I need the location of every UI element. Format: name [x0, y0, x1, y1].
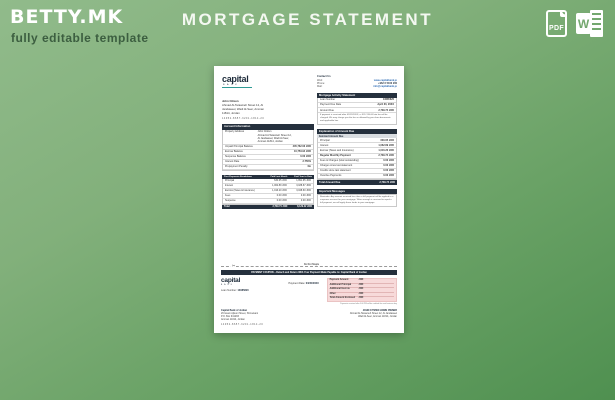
- coupon-field[interactable]: Additional Principal JOD: [330, 284, 394, 288]
- pdf-fold-corner: [560, 10, 567, 17]
- bank-ref-code: 14052-8657-3201-1814-20: [221, 322, 264, 326]
- document-preview: [214, 66, 404, 333]
- recipient-ref-code: 14052-8657-3201-1814-20: [222, 116, 265, 120]
- account-row: Prepayment Penalty No: [225, 165, 311, 169]
- doc-right-column: [317, 75, 397, 207]
- payment-coupon: [221, 263, 397, 326]
- detach-line: [221, 263, 397, 269]
- past-payments-row: Escrow (Taxes & Insurance) 1,016.20 JOD 3,048.60 JOD: [223, 189, 313, 194]
- recipient-line3: 11814, Jordan: [222, 110, 240, 115]
- important-messages-body: Reminder: Any amount received less than a full payment will be applied to a suspense account for your mortgage. When enough is received to equal a full payment, we will apply those funds to your mortgage.: [317, 194, 397, 207]
- coupon-field[interactable]: Additional Escrow JOD: [330, 288, 394, 292]
- property-address-label: Property Address: [225, 130, 245, 134]
- explanation-row: Credits since last statement 0.00 JOD: [320, 169, 394, 173]
- coupon-bank-logo: capital: [221, 276, 241, 284]
- property-address-row: [223, 130, 313, 145]
- payer-address: JOHN CITIZEN HOME OWNER Ahmad Al-Tarawneh Street 12, Al Jandaweel Wadi Al-Seer, Amman 11814, Jordan: [349, 309, 397, 319]
- explanation-row: Charges since last statement 0.00 JOD: [320, 164, 394, 168]
- coupon-loan-number: Loan Number: 13685820: [221, 288, 249, 292]
- activity-statement-header: Mortgage Activity Statement: [317, 93, 397, 98]
- coupon-bank-logo-sub: BANK: [221, 284, 234, 287]
- payment-coupon-bar: PAYMENT COUPON – Detach and Return With Your Payment Made Payable to: Capital Bank of Jordan: [221, 270, 397, 275]
- recipient-address: [222, 100, 314, 120]
- coupon-amount-box: [327, 278, 397, 305]
- account-information-header: Account Information: [222, 124, 314, 129]
- account-row: Interest Rate 2.750%: [225, 160, 311, 164]
- recipient-line2: Jandaweel, Wadi Al-Seer, Amman: [222, 106, 265, 111]
- account-row: Unpaid Principal Balance 445,762.63 JOD: [225, 145, 311, 149]
- page-title: MORTGAGE STATEMENT: [181, 10, 434, 29]
- coupon-field[interactable]: Other JOD: [330, 293, 394, 297]
- account-information-section: [222, 124, 314, 171]
- word-letter: W: [576, 13, 591, 34]
- recipient-line1: Ahmad Al-Tarawneh Street 12, Al: [222, 103, 264, 108]
- past-payments-row: Principal 630.65 JOD 1,891.95 JOD: [223, 179, 313, 184]
- coupon-bank-block: [221, 278, 281, 305]
- bank-logo-word: capital: [222, 74, 249, 84]
- doc-left-column: [222, 75, 314, 209]
- important-messages-header: Important Messages: [317, 189, 397, 194]
- brand-tagline: fully editable template: [11, 31, 149, 45]
- contact-row: Phone: +962 6 5100 200: [317, 82, 397, 86]
- file-format-icons: [546, 10, 603, 37]
- coupon-field[interactable]: Payment Amount JOD: [330, 279, 394, 283]
- recipient-name: John Citizen: [222, 99, 239, 104]
- contact-web-link: www.capitalbank.jo: [373, 78, 397, 82]
- pdf-icon[interactable]: [546, 10, 567, 37]
- explanation-row: Escrow (Taxes and Insurance) 1,016.20 JOD: [320, 148, 394, 152]
- activity-row: Amount Due 2,709.74 JOD: [320, 108, 394, 112]
- important-messages-section: [317, 189, 397, 207]
- explanation-row: Interest 1,062.89 JOD: [320, 143, 394, 147]
- word-page-lines: [590, 10, 603, 37]
- activity-row: Payment Due Date April 30, 20XX: [320, 103, 394, 107]
- explanation-subheader: Itemized Amount Due: [317, 134, 397, 138]
- contact-row: Web: www.capitalbank.jo: [317, 78, 397, 82]
- contact-row: Mail: info@capitalbank.jo: [317, 85, 397, 89]
- contact-us-header: Contact Us: [317, 75, 331, 78]
- coupon-payment-date: Payment Date: 04/30/20XX: [288, 281, 319, 285]
- explanation-row: Fees & Charges (total outstanding) 0.00 JOD: [320, 159, 394, 163]
- total-amount-due-row: Total Amount Due 2,709.74 JOD: [319, 180, 395, 184]
- bank-mailing-address: Capital Bank of Jordan 26 Issam Ajlouni Street, Shmeisani P.O. Box 941283 Amman 11194, Jordan 14052-8657-3201-1814-20: [221, 309, 264, 326]
- past-payments-total-row: Total 2,709.74 JOD 8,129.22 JOD: [222, 205, 314, 209]
- detach-note: Do Not Staple: [303, 263, 320, 266]
- pdf-label: PDF: [549, 25, 564, 32]
- bank-logo: [222, 75, 314, 87]
- word-icon[interactable]: [576, 10, 603, 37]
- coupon-note: Payments received after 5:00 PM will be credited the next business day: [340, 303, 397, 306]
- past-payments-header: Past Payments Breakdown Paid Last Month Paid Year to Date: [222, 175, 314, 179]
- explanation-row: Regular Monthly Payment 2,709.74 JOD: [320, 154, 394, 158]
- explanation-row: Principal 630.65 JOD: [320, 138, 394, 142]
- past-payments-row: Suspense 0.00 JOD 0.00 JOD: [223, 199, 313, 204]
- property-address-value: John Citizen Ahmad Al-Tarawneh Street 12, Al Jandaweel, Wadi Al-Seer, Amman 11814, Jordan: [257, 130, 292, 143]
- activity-statement-section: [317, 93, 397, 125]
- explanation-row: Overdue Payments 0.00 JOD: [320, 174, 394, 178]
- account-row: Suspense Balance 0.00 JOD: [225, 155, 311, 159]
- activity-row: Loan Number 13685820: [320, 98, 394, 102]
- scissors-icon: ✂: [232, 263, 236, 269]
- brand-logo[interactable]: BETTY.MK: [10, 6, 124, 28]
- account-row: Escrow Balance 10,753.94 JOD: [225, 150, 311, 154]
- bank-logo-sub: BANK: [223, 84, 240, 86]
- past-payments-section: [222, 175, 314, 209]
- past-payments-row: Fees 0.00 JOD 0.00 JOD: [223, 194, 313, 199]
- explanation-section: [317, 129, 397, 185]
- explanation-header: Explanation of Amount Due: [317, 129, 397, 134]
- contact-mail-link: info@capitalbank.jo: [373, 85, 397, 89]
- late-fee-note: If payment is received after 05/15/20XX, a JOD 135.00 late fee will be charged. We may charge you the fee as allowed by your loan documents and applicable law.: [320, 114, 391, 122]
- past-payments-row: Interest 1,062.89 JOD 3,188.67 JOD: [223, 184, 313, 189]
- coupon-field[interactable]: Total Amount Enclosed JOD: [329, 296, 364, 299]
- bank-logo-rule: [222, 87, 252, 88]
- contact-us-block: [317, 75, 397, 89]
